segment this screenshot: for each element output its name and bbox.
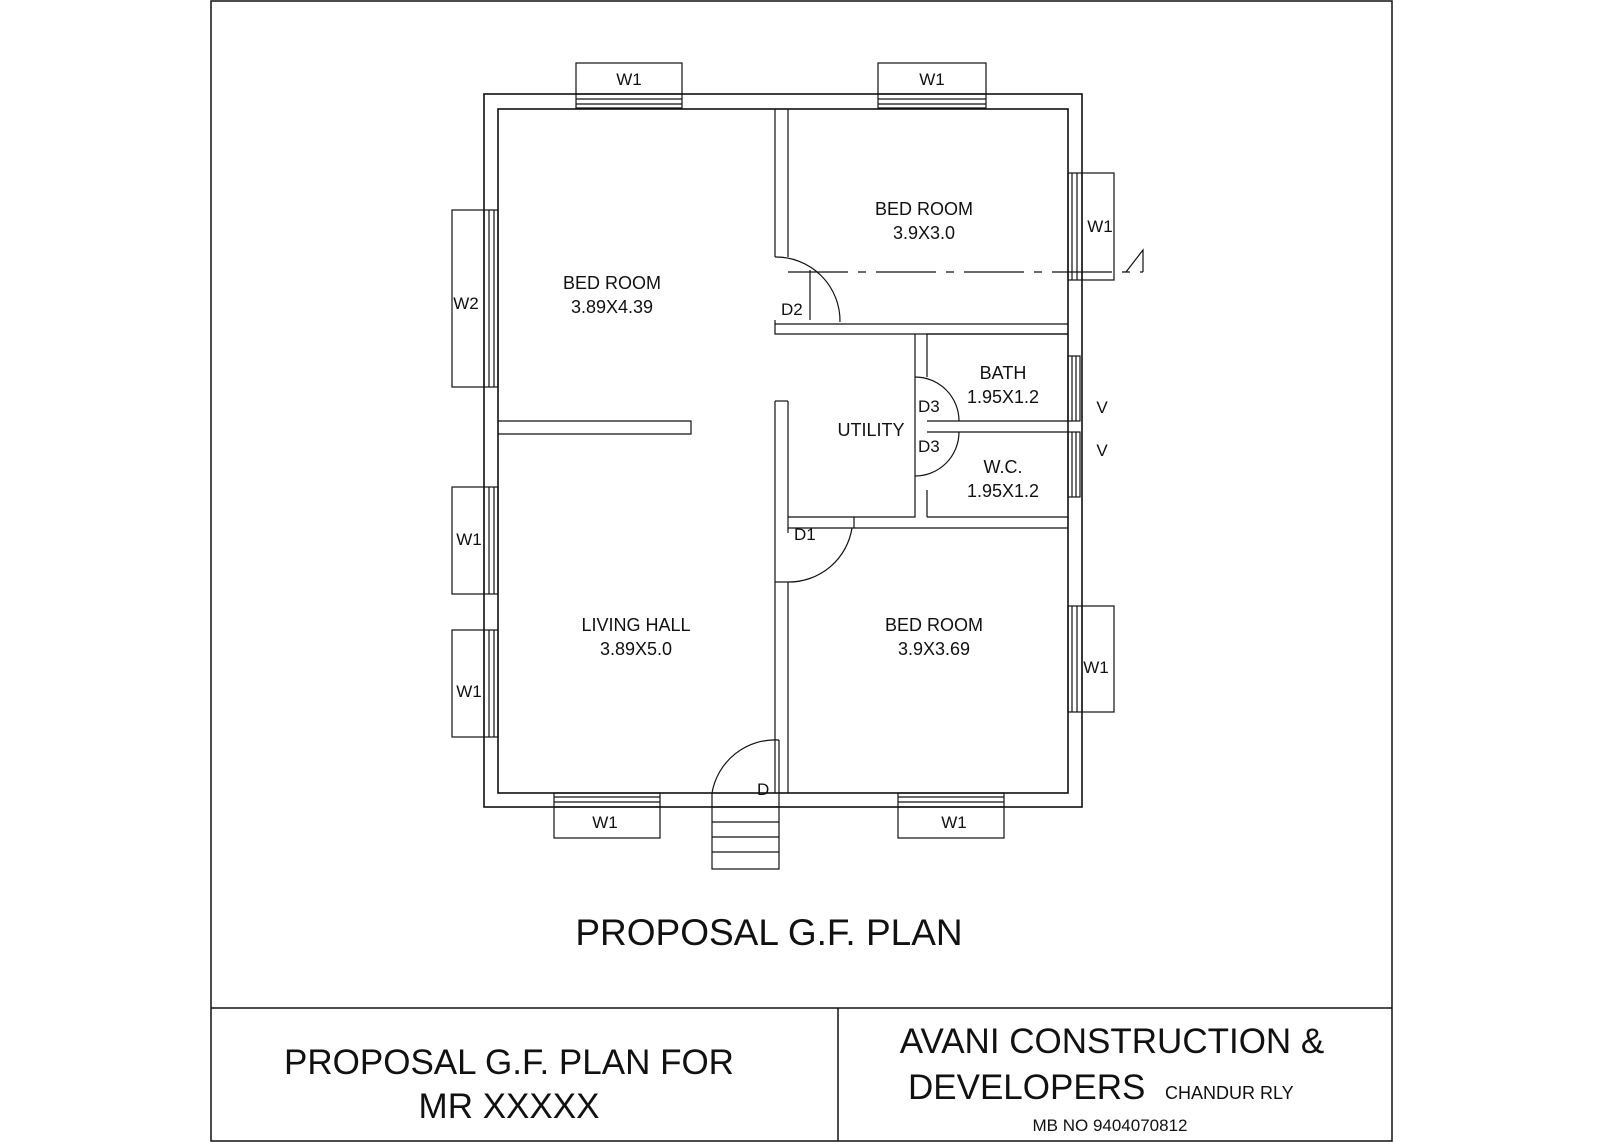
window-left-w2 [452, 210, 498, 387]
room-name: BED ROOM [562, 273, 662, 293]
room-labels [563, 199, 1039, 659]
room-utility [837, 420, 904, 440]
room-name: UTILITY [837, 420, 905, 440]
room-size: 3.89X4.39 [570, 297, 654, 317]
window-label: W1 [616, 70, 642, 89]
windows [452, 63, 1114, 838]
window-left-upper [452, 487, 498, 594]
window-bottom-right [898, 793, 1004, 838]
window-label: W1 [1083, 658, 1109, 677]
title-block [284, 1022, 1324, 1135]
door-label: D1 [794, 525, 816, 544]
window-label: W1 [1087, 217, 1113, 236]
window-left-lower [452, 630, 498, 737]
section-line [788, 250, 1143, 272]
room-name: LIVING HALL [581, 615, 691, 635]
outer-walls [484, 94, 1082, 807]
window-right-upper [1068, 173, 1114, 280]
project-title-line1: PROPOSAL G.F. PLAN FOR [284, 1043, 734, 1082]
door-main [712, 740, 779, 799]
sheet-frame [211, 1, 1392, 1141]
entrance-steps [712, 807, 779, 869]
ventilator-bath [1068, 356, 1108, 421]
company-name-line2: DEVELOPERS [908, 1068, 1146, 1107]
room-bedroom-top-right [875, 199, 973, 243]
room-bath [967, 363, 1039, 407]
door-d3-wc [915, 432, 959, 476]
room-size: 3.9X3.69 [897, 639, 971, 659]
window-label: W1 [941, 813, 967, 832]
room-bedroom-bottom-right [885, 615, 983, 659]
company-contact: MB NO 9404070812 [1032, 1116, 1188, 1135]
room-size: 1.95X1.2 [966, 481, 1040, 501]
door-d3-bath [915, 377, 959, 421]
room-name: BED ROOM [874, 199, 974, 219]
ventilator-wc [1068, 432, 1108, 497]
door-label: D3 [918, 397, 940, 416]
project-title-line2: MR XXXXX [418, 1087, 600, 1126]
window-label: W2 [453, 294, 479, 313]
room-size: 3.89X5.0 [599, 639, 673, 659]
door-label: D2 [781, 300, 803, 319]
room-size: 1.95X1.2 [966, 387, 1040, 407]
ventilator-label: V [1096, 441, 1108, 460]
room-name: BATH [979, 363, 1027, 383]
window-right-lower [1068, 606, 1114, 712]
window-label: W1 [456, 682, 482, 701]
drawing-title: PROPOSAL G.F. PLAN [575, 912, 963, 953]
company-location: CHANDUR RLY [1165, 1083, 1294, 1103]
window-top-right [878, 63, 986, 108]
room-name: W.C. [983, 457, 1023, 477]
door-label: D [757, 780, 770, 799]
ventilator-label: V [1096, 398, 1108, 417]
window-top-left [576, 63, 682, 108]
window-bottom-left [554, 793, 660, 838]
company-name-line1: AVANI CONSTRUCTION & [899, 1022, 1325, 1061]
door-label: D3 [918, 437, 940, 456]
door-d2 [775, 257, 840, 322]
door-d1 [788, 525, 852, 582]
window-label: W1 [592, 813, 618, 832]
interior-walls [498, 109, 1068, 807]
room-bedroom-top-left [563, 273, 661, 317]
room-name: BED ROOM [884, 615, 984, 635]
window-label: W1 [456, 530, 482, 549]
room-size: 3.9X3.0 [892, 223, 956, 243]
window-label: W1 [919, 70, 945, 89]
room-living-hall [581, 615, 690, 659]
room-wc [967, 457, 1039, 501]
